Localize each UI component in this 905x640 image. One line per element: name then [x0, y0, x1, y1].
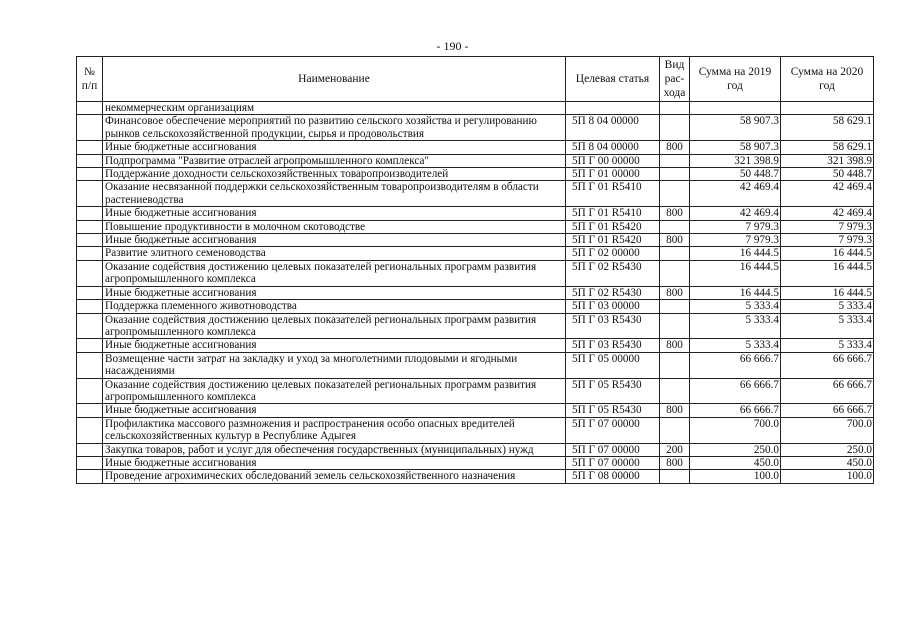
table-row	[77, 443, 874, 456]
row-number	[77, 352, 103, 378]
row-sum-2020: 42 469.4	[781, 181, 874, 207]
table-row	[77, 234, 874, 247]
row-code	[566, 102, 660, 115]
table-row	[77, 470, 874, 483]
row-number	[77, 260, 103, 286]
row-name: Иные бюджетные ассигнования	[103, 286, 566, 299]
row-sum-2020: 5 333.4	[781, 313, 874, 339]
row-name: Профилактика массового размножения и распространения особо опасных вредителей сельскохозяйственных культур в Республике Адыгея	[103, 417, 566, 443]
table-row	[77, 260, 874, 286]
row-sum-2020: 5 333.4	[781, 339, 874, 352]
row-kind: 800	[660, 234, 690, 247]
row-name: Иные бюджетные ассигнования	[103, 339, 566, 352]
row-sum-2020: 58 629.1	[781, 115, 874, 141]
table-row	[77, 339, 874, 352]
row-name: Оказание содействия достижению целевых показателей региональных программ развития агропромышленного комплекса	[103, 313, 566, 339]
row-kind: 800	[660, 456, 690, 469]
row-kind: 800	[660, 404, 690, 417]
row-sum-2019: 450.0	[690, 456, 781, 469]
row-kind: 800	[660, 339, 690, 352]
row-sum-2020: 321 398.9	[781, 154, 874, 167]
row-kind: 800	[660, 141, 690, 154]
row-sum-2020: 450.0	[781, 456, 874, 469]
row-sum-2019: 66 666.7	[690, 404, 781, 417]
table-row	[77, 378, 874, 404]
row-sum-2020: 7 979.3	[781, 220, 874, 233]
row-name: Возмещение части затрат на закладку и уход за многолетними плодовыми и ягодными насаждениями	[103, 352, 566, 378]
row-code: 5П Г 08 00000	[566, 470, 660, 483]
table-body	[77, 102, 874, 484]
row-number	[77, 417, 103, 443]
row-code: 5П Г 03 R5430	[566, 339, 660, 352]
row-code: 5П Г 01 R5420	[566, 234, 660, 247]
row-sum-2019: 700.0	[690, 417, 781, 443]
row-name: Подпрограмма "Развитие отраслей агропромышленного комплекса"	[103, 154, 566, 167]
table-row	[77, 352, 874, 378]
row-name: Оказание содействия достижению целевых показателей региональных программ развития агропромышленного комплекса	[103, 378, 566, 404]
row-number	[77, 141, 103, 154]
row-kind	[660, 470, 690, 483]
row-code: 5П Г 02 R5430	[566, 260, 660, 286]
row-sum-2020: 66 666.7	[781, 378, 874, 404]
row-sum-2019: 42 469.4	[690, 207, 781, 220]
row-kind	[660, 168, 690, 181]
row-name: Поддержка племенного животноводства	[103, 300, 566, 313]
row-kind	[660, 154, 690, 167]
table-row	[77, 286, 874, 299]
row-kind	[660, 260, 690, 286]
table-row	[77, 220, 874, 233]
row-sum-2019: 16 444.5	[690, 286, 781, 299]
row-number	[77, 300, 103, 313]
row-name: Поддержание доходности сельскохозяйственных товаропроизводителей	[103, 168, 566, 181]
row-kind	[660, 313, 690, 339]
table-row	[77, 247, 874, 260]
row-number	[77, 286, 103, 299]
row-sum-2019	[690, 102, 781, 115]
table-row	[77, 115, 874, 141]
row-kind	[660, 115, 690, 141]
table-row	[77, 168, 874, 181]
row-name: Иные бюджетные ассигнования	[103, 141, 566, 154]
row-kind: 800	[660, 286, 690, 299]
budget-table	[76, 56, 874, 484]
row-sum-2019: 50 448.7	[690, 168, 781, 181]
row-kind	[660, 220, 690, 233]
row-sum-2019: 7 979.3	[690, 220, 781, 233]
page-number: - 190 -	[436, 39, 469, 53]
row-number	[77, 247, 103, 260]
row-kind	[660, 247, 690, 260]
row-number	[77, 115, 103, 141]
row-name: Иные бюджетные ассигнования	[103, 404, 566, 417]
row-sum-2020: 250.0	[781, 443, 874, 456]
table-row	[77, 181, 874, 207]
row-sum-2019: 5 333.4	[690, 300, 781, 313]
header-sum-2020: Сумма на 2020 год	[781, 57, 874, 102]
row-sum-2020: 42 469.4	[781, 207, 874, 220]
row-sum-2019: 16 444.5	[690, 260, 781, 286]
header-num: № п/п	[77, 57, 103, 102]
row-number	[77, 470, 103, 483]
row-code: 5П Г 05 00000	[566, 352, 660, 378]
row-sum-2019: 42 469.4	[690, 181, 781, 207]
row-number	[77, 313, 103, 339]
row-code: 5П Г 07 00000	[566, 456, 660, 469]
row-name: Иные бюджетные ассигнования	[103, 234, 566, 247]
row-sum-2020: 16 444.5	[781, 247, 874, 260]
row-kind: 200	[660, 443, 690, 456]
row-code: 5П Г 01 R5420	[566, 220, 660, 233]
table-row	[77, 456, 874, 469]
row-code: 5П Г 03 00000	[566, 300, 660, 313]
row-number	[77, 181, 103, 207]
row-code: 5П Г 01 00000	[566, 168, 660, 181]
row-kind	[660, 300, 690, 313]
row-code: 5П Г 07 00000	[566, 443, 660, 456]
row-name: Развитие элитного семеноводства	[103, 247, 566, 260]
row-number	[77, 456, 103, 469]
row-name: Повышение продуктивности в молочном скотоводстве	[103, 220, 566, 233]
table-header-row	[77, 57, 874, 102]
row-sum-2019: 321 398.9	[690, 154, 781, 167]
row-sum-2019: 16 444.5	[690, 247, 781, 260]
row-kind	[660, 181, 690, 207]
table-row	[77, 207, 874, 220]
row-name: Иные бюджетные ассигнования	[103, 456, 566, 469]
row-sum-2020: 50 448.7	[781, 168, 874, 181]
row-code: 5П Г 02 R5430	[566, 286, 660, 299]
table-row	[77, 417, 874, 443]
row-code: 5П Г 00 00000	[566, 154, 660, 167]
table-row	[77, 141, 874, 154]
row-code: 5П Г 05 R5430	[566, 378, 660, 404]
row-code: 5П Г 01 R5410	[566, 207, 660, 220]
header-sum-2019: Сумма на 2019 год	[690, 57, 781, 102]
row-sum-2020: 58 629.1	[781, 141, 874, 154]
row-number	[77, 102, 103, 115]
table-row	[77, 154, 874, 167]
row-sum-2020	[781, 102, 874, 115]
row-number	[77, 234, 103, 247]
row-sum-2019: 66 666.7	[690, 378, 781, 404]
row-kind: 800	[660, 207, 690, 220]
row-code: 5П Г 05 R5430	[566, 404, 660, 417]
row-name: Иные бюджетные ассигнования	[103, 207, 566, 220]
row-sum-2019: 58 907.3	[690, 141, 781, 154]
row-code: 5П Г 07 00000	[566, 417, 660, 443]
row-sum-2020: 7 979.3	[781, 234, 874, 247]
row-sum-2020: 100.0	[781, 470, 874, 483]
row-name: Оказание несвязанной поддержки сельскохозяйственным товаропроизводителям в области растениеводства	[103, 181, 566, 207]
header-kind: Вид рас-хода	[660, 57, 690, 102]
row-number	[77, 404, 103, 417]
row-number	[77, 339, 103, 352]
row-name: Закупка товаров, работ и услуг для обеспечения государственных (муниципальных) нужд	[103, 443, 566, 456]
row-sum-2019: 58 907.3	[690, 115, 781, 141]
row-sum-2020: 16 444.5	[781, 260, 874, 286]
row-sum-2019: 7 979.3	[690, 234, 781, 247]
row-code: 5П Г 02 00000	[566, 247, 660, 260]
row-number	[77, 378, 103, 404]
row-code: 5П Г 03 R5430	[566, 313, 660, 339]
row-sum-2019: 5 333.4	[690, 313, 781, 339]
row-code: 5П 8 04 00000	[566, 141, 660, 154]
row-sum-2020: 66 666.7	[781, 352, 874, 378]
row-name: некоммерческим организациям	[103, 102, 566, 115]
row-sum-2019: 66 666.7	[690, 352, 781, 378]
table-row	[77, 300, 874, 313]
row-name: Оказание содействия достижению целевых показателей региональных программ развития агропромышленного комплекса	[103, 260, 566, 286]
row-sum-2019: 5 333.4	[690, 339, 781, 352]
row-sum-2020: 66 666.7	[781, 404, 874, 417]
row-number	[77, 168, 103, 181]
row-kind	[660, 417, 690, 443]
row-sum-2019: 250.0	[690, 443, 781, 456]
row-number	[77, 443, 103, 456]
row-name: Проведение агрохимических обследований земель сельскохозяйственного назначения	[103, 470, 566, 483]
row-kind	[660, 352, 690, 378]
row-sum-2020: 5 333.4	[781, 300, 874, 313]
table-row	[77, 102, 874, 115]
header-code: Целевая статья	[566, 57, 660, 102]
row-sum-2020: 700.0	[781, 417, 874, 443]
row-sum-2020: 16 444.5	[781, 286, 874, 299]
row-number	[77, 220, 103, 233]
row-number	[77, 207, 103, 220]
row-name: Финансовое обеспечение мероприятий по развитию сельского хозяйства и регулированию рынков сельскохозяйственной продукции, сырья и продовольствия	[103, 115, 566, 141]
row-sum-2019: 100.0	[690, 470, 781, 483]
row-code: 5П Г 01 R5410	[566, 181, 660, 207]
row-number	[77, 154, 103, 167]
table-row	[77, 313, 874, 339]
row-code: 5П 8 04 00000	[566, 115, 660, 141]
header-name: Наименование	[103, 57, 566, 102]
table-row	[77, 404, 874, 417]
row-kind	[660, 378, 690, 404]
row-kind	[660, 102, 690, 115]
